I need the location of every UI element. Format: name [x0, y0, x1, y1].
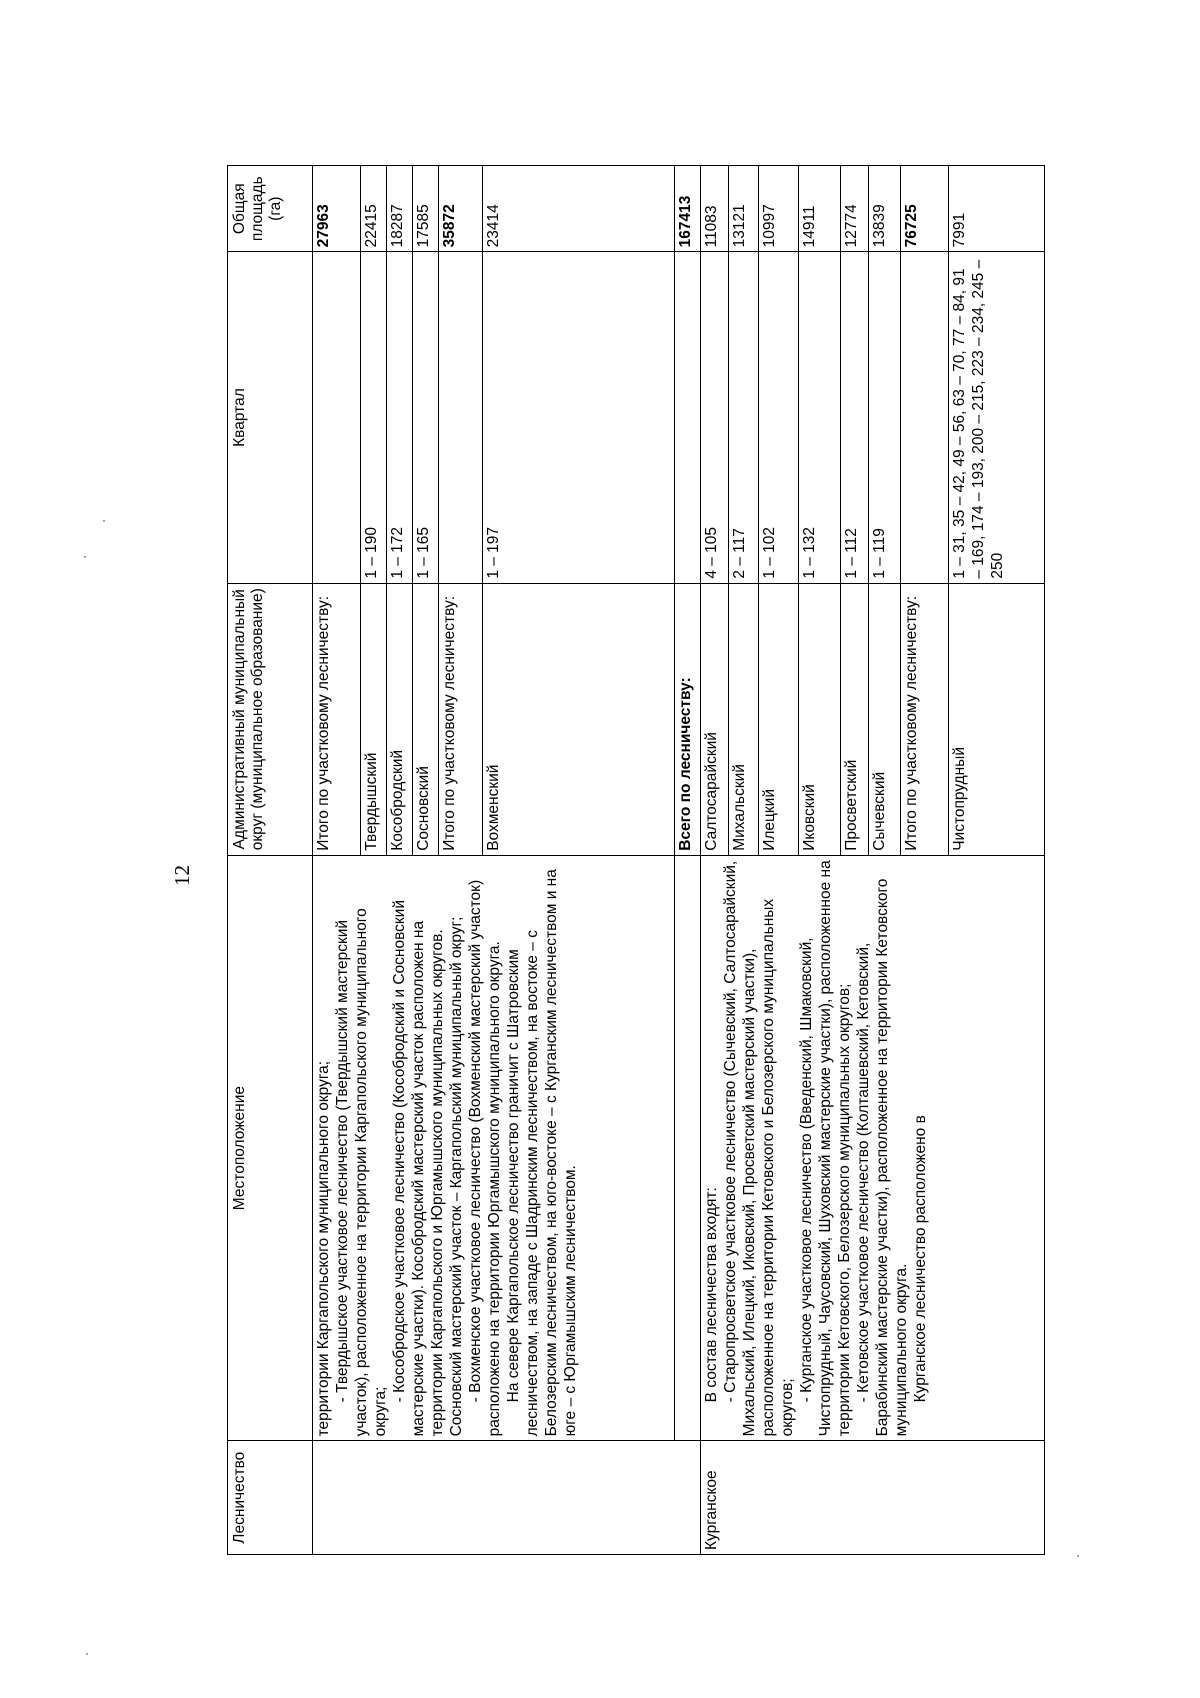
district-cell: Итого по участковому лесничеству:: [439, 583, 483, 855]
kvartal-cell: 1 – 190: [361, 252, 387, 583]
kvartal-cell: 1 – 31, 35 – 42, 49 – 56, 63 – 70, 77 – 84, 91 – 169, 174 – 193, 200 – 215, 223 – 234, 245 – 250: [949, 252, 1045, 583]
kvartal-cell: 4 – 105: [701, 252, 729, 583]
header-district: Административный муниципальный округ (муниципальное образование): [228, 583, 313, 855]
kvartal-cell: 1 – 197: [483, 252, 675, 583]
rotated-table-sheet: [227, 165, 1087, 1555]
area-cell: 18287: [387, 166, 413, 252]
area-cell: 22415: [361, 166, 387, 252]
area-cell: 23414: [483, 166, 675, 252]
page-number: 12: [170, 865, 194, 886]
scan-speck: [1077, 1555, 1079, 1557]
kvartal-cell: [675, 252, 701, 583]
scan-speck: [103, 520, 105, 522]
area-cell: 7991: [949, 166, 1045, 252]
district-cell: Твердышский: [361, 583, 387, 855]
district-cell: Кособродский: [387, 583, 413, 855]
scan-speck: [86, 1653, 88, 1655]
kvartal-cell: [439, 252, 483, 583]
location-paragraph: - Кособродское участковое лесничество (Кособродский и Сосновский мастерские участки). Кособродский мастерский участок расположен на территории Каргапольского и Юргамышского муниципальных округов. Сосновский мастерский участок – Каргапольский муниципальный округ;: [391, 900, 465, 1437]
kvartal-cell: 1 – 102: [759, 252, 799, 583]
location-paragraph: В состав лесничества входят:: [703, 1187, 720, 1403]
total-row: [675, 166, 701, 1555]
header-area: Общая площадь (га): [228, 166, 313, 252]
district-cell: Итого по участковому лесничеству:: [313, 583, 361, 855]
kvartal-cell: [313, 252, 361, 583]
forestry-table: [227, 165, 1045, 1555]
forestry-cell-empty: [313, 1441, 701, 1555]
kvartal-cell: 2 – 117: [729, 252, 759, 583]
area-cell: 76725: [901, 166, 949, 252]
total-area: 167413: [675, 166, 701, 252]
table-row: [313, 166, 361, 1555]
district-cell: Сосновский: [413, 583, 439, 855]
district-cell: Чистопрудный: [949, 583, 1045, 855]
kvartal-cell: 1 – 112: [841, 252, 869, 583]
location-paragraph: территории Каргапольского муниципального округа;: [315, 1060, 332, 1437]
district-cell: Сычевский: [869, 583, 901, 855]
area-cell: 10997: [759, 166, 799, 252]
location-paragraph: - Твердышское участковое лесничество (Твердышский мастерский участок), расположенное на территории Каргапольского муниципального округа;: [334, 908, 389, 1437]
scan-speck: [84, 556, 86, 558]
header-row: [228, 166, 313, 1555]
area-cell: 13121: [729, 166, 759, 252]
kvartal-cell: 1 – 119: [869, 252, 901, 583]
location-cell-block1: [313, 855, 675, 1441]
location-paragraph: Курганское лесничество расположено в: [912, 1115, 929, 1403]
area-cell: 27963: [313, 166, 361, 252]
location-cell-block2: [701, 855, 1045, 1441]
area-cell: 13839: [869, 166, 901, 252]
district-cell: Просветский: [841, 583, 869, 855]
area-cell: 35872: [439, 166, 483, 252]
location-paragraph: - Кетовское участковое лесничество (Колташевский, Кетовский, Барабинский мастерские участки), расположенное на территории Кетовского муниципального округа.: [855, 878, 910, 1437]
area-cell: 14911: [799, 166, 841, 252]
district-cell: Михальский: [729, 583, 759, 855]
district-cell: Салтосарайский: [701, 583, 729, 855]
district-cell: Иковский: [799, 583, 841, 855]
location-paragraph: - Вохменское участковое лесничество (Вохменский мастерский участок) расположено на территории Юргамышского муниципального округа.: [467, 879, 503, 1437]
kvartal-cell: 1 – 165: [413, 252, 439, 583]
district-cell: Вохменский: [483, 583, 675, 855]
district-cell: Итого по участковому лесничеству:: [901, 583, 949, 855]
location-paragraph: - Старопросветское участковое лесничество (Сычевский, Салтосарайский, Михальский, Илецкий, Иковский, Просветский мастерский участки), расположенное на территории Кетовского и Белозерского муниципальных округов;: [722, 860, 796, 1437]
area-cell: 11083: [701, 166, 729, 252]
header-location: Местоположение: [228, 855, 313, 1441]
location-cell-empty: [675, 855, 701, 1441]
total-label: Всего по лесничеству:: [675, 583, 701, 855]
kvartal-cell: 1 – 132: [799, 252, 841, 583]
header-forestry: Лесничество: [228, 1441, 313, 1555]
kvartal-cell: [901, 252, 949, 583]
header-kvartal: Квартал: [228, 252, 313, 583]
location-paragraph: На севере Каргапольское лесничество граничит с Шатровским лесничеством, на западе с Шадринским лесничеством, на востоке – с Белозерским лесничеством, на юго-востоке – с Курганским лесничеством и на юге – с Юргамышским лесничеством.: [505, 869, 579, 1437]
area-cell: 12774: [841, 166, 869, 252]
location-paragraph: - Курганское участковое лесничество (Введенский, Шмаковский, Чистопрудный, Чаусовский, Шуховский мастерские участки), расположенное на территории Кетовского, Белозерского муниципальных округов;: [798, 860, 853, 1437]
district-cell: Илецкий: [759, 583, 799, 855]
forestry-name-cell: Курганское: [701, 1441, 1045, 1555]
kvartal-cell: 1 – 172: [387, 252, 413, 583]
area-cell: 17585: [413, 166, 439, 252]
table-row: [701, 166, 729, 1555]
